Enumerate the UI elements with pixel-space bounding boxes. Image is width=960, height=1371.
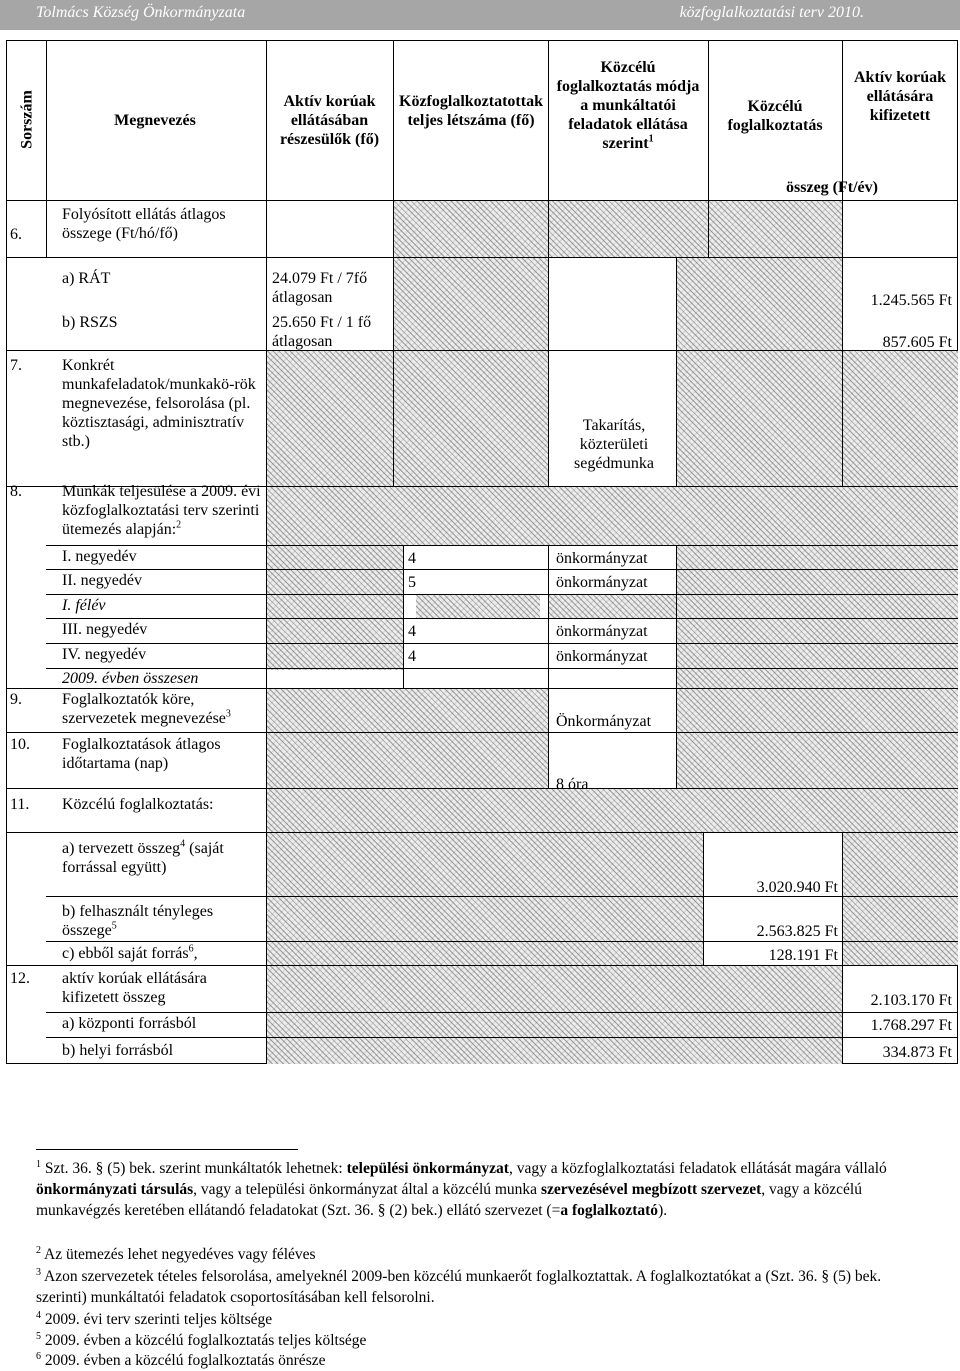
row10-label: Foglalkoztatások átlagos időtartama (nap) xyxy=(62,736,221,772)
footnote-5: $^5$ 2009. évben a közcélú foglalkoztatás teljes költsége xyxy=(36,1330,367,1349)
row11a-value: 3.020.940 Ft xyxy=(756,879,838,896)
rat-amount: 1.245.565 Ft xyxy=(870,292,952,309)
footnote-separator xyxy=(36,1149,298,1150)
row11c-label: c) ebből saját forrás$^6$, xyxy=(62,943,198,962)
quarter-label: 2009. évben összesen xyxy=(62,670,199,687)
hatched-cell xyxy=(676,257,842,486)
quarter-org: önkormányzat xyxy=(556,550,648,567)
quarter-label: I. negyedév xyxy=(62,548,137,565)
quarter-label: IV. negyedév xyxy=(62,646,147,663)
header-osszeg: összeg (Ft/év) xyxy=(786,179,878,196)
hatched-cell xyxy=(393,200,708,257)
hatched-cell xyxy=(416,594,540,618)
row-num-9: 9. xyxy=(10,691,22,708)
hatched-cell xyxy=(676,545,958,688)
quarter-label: I. félév xyxy=(62,597,106,614)
row12b-label: b) helyi forrásból xyxy=(62,1042,174,1059)
quarter-count: 4 xyxy=(408,648,416,665)
row9-label: Foglalkoztatók köre, szervezetek megnevezése$^3$ xyxy=(62,691,231,727)
row6-label: Folyósított ellátás átlagos összege (Ft/hó/fő) xyxy=(62,206,226,242)
row7-label: Konkrét munkafeladatok/munkakö-rök megnevezése, felsorolása (pl. köztisztasági, adminisztratív stb.) xyxy=(62,357,256,450)
header-megnevezes: Megnevezés xyxy=(114,112,196,129)
header-letszam: Közfoglalkoztatottak teljes létszáma (fő) xyxy=(399,93,543,129)
quarter-org: önkormányzat xyxy=(556,648,648,665)
footnote-2: $^2$ Az ütemezés lehet negyedéves vagy féléves xyxy=(36,1244,316,1263)
footnote-4: $^4$ 2009. évi terv szerinti teljes költsége xyxy=(36,1309,273,1328)
header-municipality: Tolmács Község Önkormányzata xyxy=(36,4,246,21)
row8-label: Munkák teljesülése a 2009. évi közfoglalkoztatási terv szerinti ütemezés alapján:$^2$ xyxy=(62,483,261,538)
hatched-cell xyxy=(393,257,548,486)
hatched-cell xyxy=(266,965,842,1064)
rszs-value: 25.650 Ft / 1 fő átlagosan xyxy=(272,314,372,350)
hatched-cell xyxy=(842,350,958,486)
page-header xyxy=(0,0,960,30)
row-num-11: 11. xyxy=(10,796,30,813)
hatched-cell xyxy=(676,688,958,788)
rszs-amount: 857.605 Ft xyxy=(882,334,952,351)
hatched-cell xyxy=(266,350,393,486)
header-aktiv-kifizetett: Aktív korúak ellátására kifizetett xyxy=(853,69,947,124)
row12-label: aktív korúak ellátására kifizetett összeg xyxy=(62,970,207,1006)
row12a-value: 1.768.297 Ft xyxy=(870,1017,952,1034)
quarter-org: önkormányzat xyxy=(556,623,648,640)
footnote-6: $^6$ 2009. évben a közcélú foglalkoztatás önrésze xyxy=(36,1350,326,1369)
hatched-cell xyxy=(266,688,548,788)
footnote-3: $^3$ Azon szervezetek tételes felsorolása, amelyeknél 2009-ben közcélú munkaerőt foglalkoztattak. A foglalkoztatókat a (Szt. 36. § (5) bek. szerinti) munkáltatói feladatok csoportosításában kell felsorolni. xyxy=(36,1266,882,1306)
row12a-label: a) központi forrásból xyxy=(62,1015,197,1032)
header-plan-title: közfoglalkoztatási terv 2010. xyxy=(679,4,864,21)
header-aktiv-korúak: Aktív korúak ellátásában részesülők (fő) xyxy=(279,93,380,148)
quarter-org: önkormányzat xyxy=(556,574,648,591)
row9-value: Önkormányzat xyxy=(556,713,652,730)
header-kozcelu: Közcélú foglalkoztatás xyxy=(727,98,823,134)
row10-value: 8 óra xyxy=(556,776,589,793)
quarter-label: III. negyedév xyxy=(62,621,148,638)
rszs-label: b) RSZS xyxy=(62,314,118,331)
quarter-label: II. negyedév xyxy=(62,572,142,589)
row-num-10: 10. xyxy=(10,736,30,753)
quarter-count: 4 xyxy=(408,550,416,567)
row-num-8: 8. xyxy=(10,483,22,500)
row11a-label: a) tervezett összeg$^4$ (saját forrással együtt) xyxy=(62,838,224,876)
row11c-value: 128.191 Ft xyxy=(768,947,838,964)
hatched-cell xyxy=(266,486,958,545)
row11b-value: 2.563.825 Ft xyxy=(756,923,838,940)
hatched-cell xyxy=(548,594,676,618)
header-sorszam: Sorszám xyxy=(18,90,36,149)
row7-value: Takarítás, közterületi segédmunka xyxy=(574,417,654,472)
hatched-cell xyxy=(842,832,958,965)
hatched-cell xyxy=(266,788,958,832)
row-num-6: 6. xyxy=(10,226,22,243)
quarter-count: 5 xyxy=(408,574,416,591)
row11b-label: b) felhasznált tényleges összege$^5$ xyxy=(62,903,214,939)
row-num-7: 7. xyxy=(10,357,22,374)
footnote-1: $^1$ Szt. 36. § (5) bek. szerint munkáltatók lehetnek: települési önkormányzat, vagy a közfoglalkoztatási feladatok ellátását magára vállaló önkormányzati társulás, vagy a települési önkormányzat által a közcélú munka szervezésével megbízott szervezet, vagy a közcélú munkavégzés keretében ellátandó feladatokat (Szt. 36. § (2) bek.) ellátó szervezet (=a foglalkoztató). xyxy=(36,1158,887,1219)
row11-label: Közcélú foglalkoztatás: xyxy=(62,796,214,813)
rat-value: 24.079 Ft / 7fő átlagosan xyxy=(272,270,368,306)
rat-label: a) RÁT xyxy=(62,270,111,287)
row12b-value: 334.873 Ft xyxy=(882,1044,952,1061)
header-modja: Közcélú foglalkoztatás módja a munkáltatói feladatok ellátása szerint$^1$ xyxy=(556,59,700,152)
hatched-cell xyxy=(708,200,842,257)
hatched-cell xyxy=(266,832,703,965)
row12-value: 2.103.170 Ft xyxy=(870,992,952,1009)
hatched-cell xyxy=(266,545,403,670)
row-num-12: 12. xyxy=(10,970,30,987)
quarter-count: 4 xyxy=(408,623,416,640)
